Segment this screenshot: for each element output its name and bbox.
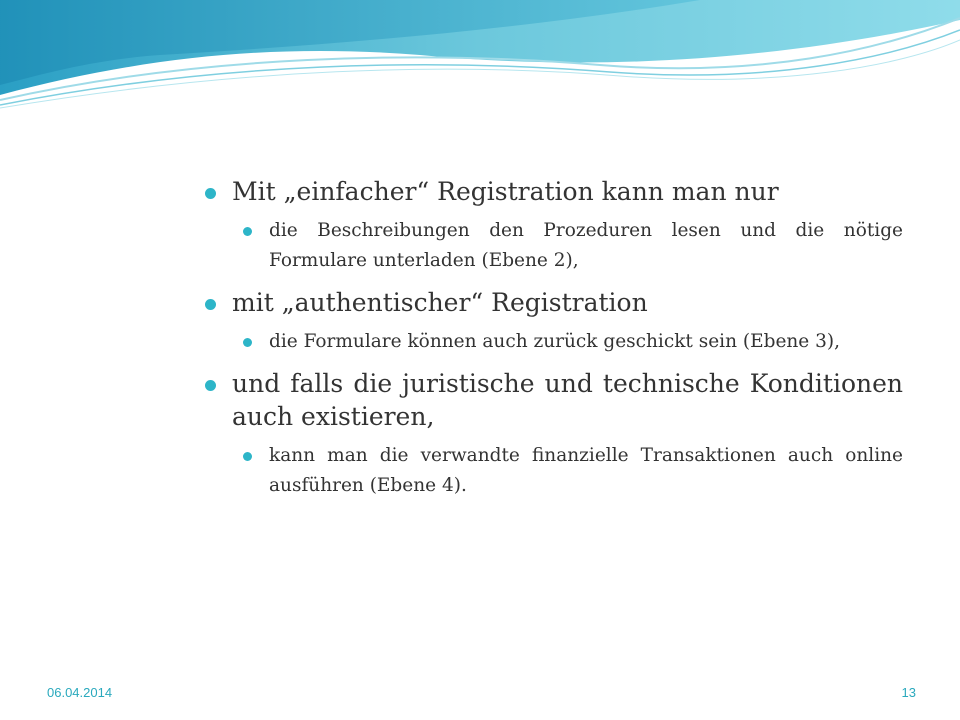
header-wave-decoration <box>0 0 960 115</box>
bullet-level2 <box>269 327 903 357</box>
bullet-level2 <box>269 441 903 501</box>
bullet-dot-icon <box>243 338 252 347</box>
bullet-level1 <box>205 367 903 433</box>
footer-date: 06.04.2014 <box>47 685 113 700</box>
bullet-text: die Beschreibungen den Prozeduren lesen und die nötige Formulare unterladen (Ebene 2), <box>269 220 903 271</box>
bullet-level2 <box>269 216 903 276</box>
footer-page-number: 13 <box>901 685 916 700</box>
bullet-level1 <box>205 286 903 319</box>
bullet-dot-icon <box>205 188 216 199</box>
bullet-dot-icon <box>205 299 216 310</box>
bullet-dot-icon <box>243 227 252 236</box>
bullet-text: die Formulare können auch zurück geschickt sein (Ebene 3), <box>269 331 841 352</box>
bullet-level1 <box>205 175 903 208</box>
slide-content <box>205 175 903 511</box>
bullet-dot-icon <box>205 380 216 391</box>
bullet-dot-icon <box>243 452 252 461</box>
bullet-text: und falls die juristische und technische Konditionen auch existieren, <box>232 369 903 431</box>
bullet-text: kann man die verwandte finanzielle Transaktionen auch online ausführen (Ebene 4). <box>269 445 903 496</box>
bullet-text: Mit „einfacher“ Registration kann man nur <box>232 177 779 206</box>
bullet-text: mit „authentischer“ Registration <box>232 288 648 317</box>
